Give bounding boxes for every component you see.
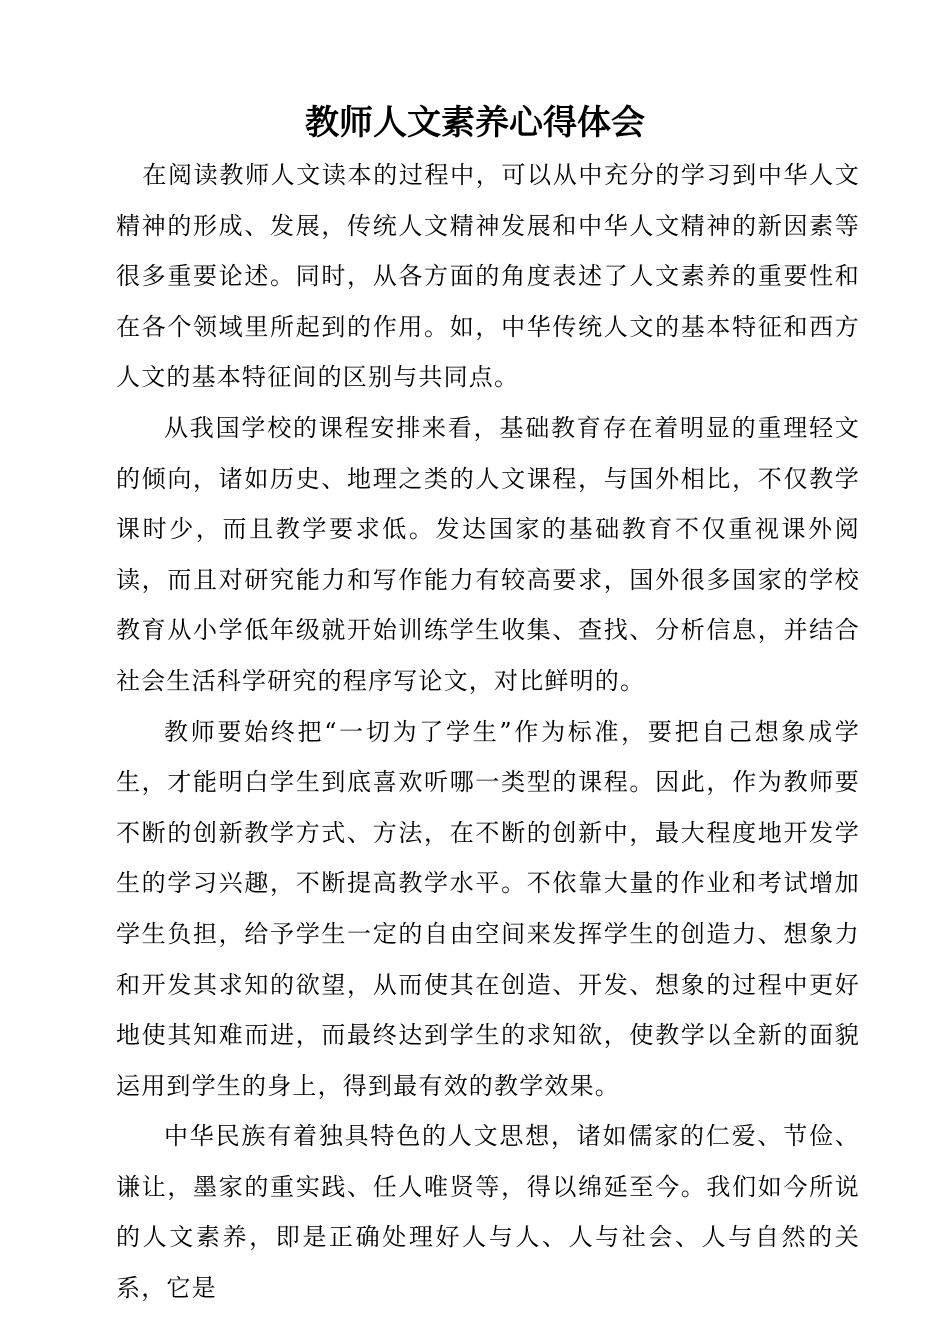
paragraph-2: 从我国学校的课程安排来看，基础教育存在着明显的重理轻文的倾向，诸如历史、地理之类的人文课程，与国外相比，不仅教学课时少，而且教学要求低。发达国家的基础教育不仅重视课外阅读，而且对研究能力和写作能力有较高要求，国外很多国家的学校教育从小学低年级就开始训练学生收集、查找、分析信息，并结合社会生活科学研究的程序写论文，对比鲜明的。 bbox=[116, 413, 860, 695]
paragraph-3: 教师要始终把“一切为了学生”作为标准，要把自己想象成学生，才能明白学生到底喜欢听哪一类型的课程。因此，作为教师要不断的创新教学方式、方法，在不断的创新中，最大程度地开发学生的学习兴趣，不断提高教学水平。不依靠大量的作业和考试增加学生负担，给予学生一定的自由空间来发挥学生的创造力、想象力和开发其求知的欲望，从而使其在创造、开发、想象的过程中更好地使其知难而进，而最终达到学生的求知欲，使教学以全新的面貌运用到学生的身上，得到最有效的教学效果。 bbox=[116, 717, 860, 1100]
paragraph-4: 中华民族有着独具特色的人文思想，诸如儒家的仁爱、节俭、谦让，墨家的重实践、任人唯贤等，得以绵延至今。我们如今所说的人文素养，即是正确处理好人与人、人与社会、人与自然的关系，它是 bbox=[116, 1122, 860, 1303]
paragraph-1: 在阅读教师人文读本的过程中，可以从中充分的学习到中华人文精神的形成、发展，传统人文精神发展和中华人文精神的新因素等很多重要论述。同时，从各方面的角度表述了人文素养的重要性和在各个领域里所起到的作用。如，中华传统人文的基本特征和西方人文的基本特征间的区别与共同点。 bbox=[116, 161, 860, 392]
document-body bbox=[116, 150, 860, 1314]
document-title: 教师人文素养心得体会 bbox=[305, 103, 645, 143]
